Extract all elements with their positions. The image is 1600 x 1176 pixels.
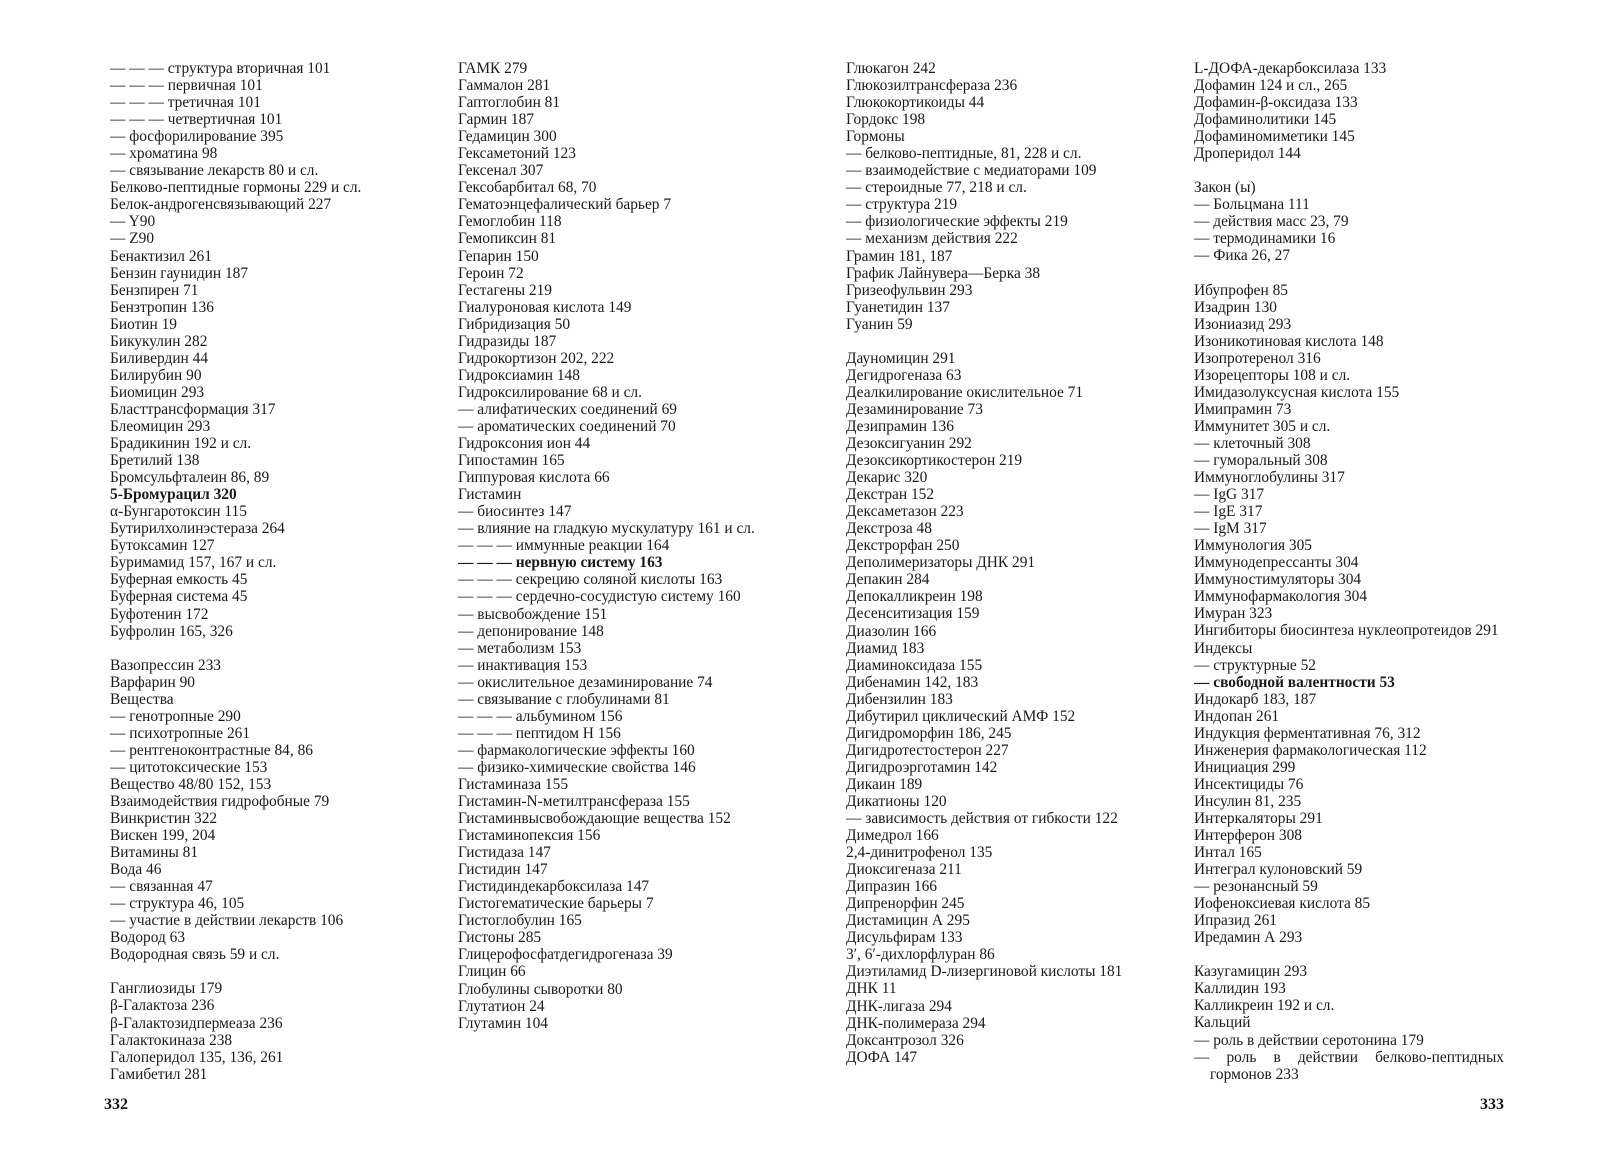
index-entry: Декстроза 48 xyxy=(846,520,932,538)
index-entry: Дипразин 166 xyxy=(846,878,937,896)
index-entry: Гемоглобин 118 xyxy=(458,213,562,231)
index-entry: Билирубин 90 xyxy=(110,366,202,384)
index-entry: — IgE 317 xyxy=(1194,503,1263,521)
index-entry: — взаимодействие с медиаторами 109 xyxy=(846,162,1097,180)
index-entry: Иммуноглобулины 317 xyxy=(1194,469,1345,487)
index-entry: Гистоглобулин 165 xyxy=(458,912,582,930)
index-entry: Гистамин-N-метилтрансфераза 155 xyxy=(458,793,690,811)
index-entry: Дегидрогеназа 63 xyxy=(846,366,962,384)
index-entry: Водород 63 xyxy=(110,929,186,947)
index-entry: Бикукулин 282 xyxy=(110,332,208,350)
index-entry: Глицин 66 xyxy=(458,963,526,981)
index-entry: — ароматических соединений 70 xyxy=(458,417,676,435)
index-entry: Дисульфирам 133 xyxy=(846,929,963,947)
index-entry: — связанная 47 xyxy=(110,878,213,896)
index-entry: Интал 165 xyxy=(1194,844,1262,862)
index-entry: — метаболизм 153 xyxy=(458,639,582,657)
index-entry: — — — сердечно-сосудистую систему 160 xyxy=(458,588,741,606)
index-entry: Гестагены 219 xyxy=(458,281,552,299)
index-entry: Гаптоглобин 81 xyxy=(458,94,561,112)
index-entry: Дезаминирование 73 xyxy=(846,400,983,418)
index-entry: — гуморальный 308 xyxy=(1194,451,1328,469)
index-entry: — IgG 317 xyxy=(1194,486,1265,504)
index-entry: Глюкагон 242 xyxy=(846,60,936,77)
index-entry: Гаммалон 281 xyxy=(458,77,551,95)
index-entry: — белково-пептидные, 81, 228 и сл. xyxy=(846,145,1082,163)
index-entry: Инсулин 81, 235 xyxy=(1194,792,1302,810)
index-entry: Гиппуровая кислота 66 xyxy=(458,469,610,487)
index-entry: Вещества xyxy=(110,690,174,708)
index-entry: Гистогематические барьеры 7 xyxy=(458,895,654,913)
index-entry: ДНК-лигаза 294 xyxy=(846,997,952,1015)
index-entry: Вискен 199, 204 xyxy=(110,827,216,845)
index-entry: Диэтиламид D-лизергиновой кислоты 181 xyxy=(846,963,1123,981)
index-column xyxy=(458,60,768,1032)
index-entry: Иммунофармакология 304 xyxy=(1194,588,1368,606)
index-entry: Гидроксилирование 68 и сл. xyxy=(458,383,642,401)
index-entry: — инактивация 153 xyxy=(458,656,588,674)
index-entry: Бутирилхолинэстераза 264 xyxy=(110,520,285,538)
index-entry: L-ДОФА-декарбоксилаза 133 xyxy=(1194,60,1387,77)
index-entry: Дофамин-β-оксидаза 133 xyxy=(1194,94,1358,112)
index-entry: α-Бунгаротоксин 115 xyxy=(110,503,247,521)
index-entry: Белково-пептидные гормоны 229 и сл. xyxy=(110,179,362,197)
index-entry: — генотропные 290 xyxy=(110,707,241,725)
index-entry: Гидрокортизон 202, 222 xyxy=(458,349,615,367)
index-entry: — высвобождение 151 xyxy=(458,605,608,623)
index-entry: Дибенамин 142, 183 xyxy=(846,673,979,691)
index-entry: Гидроксиамин 148 xyxy=(458,366,580,384)
index-entry: Белок-андрогенсвязывающий 227 xyxy=(110,196,332,214)
index-entry: Иммунитет 305 и сл. xyxy=(1194,417,1331,435)
index-entry: Винкристин 322 xyxy=(110,810,218,828)
index-entry: Ипразид 261 xyxy=(1194,912,1277,930)
index-entry: — алифатических соединений 69 xyxy=(458,400,677,418)
index-entry: Витамины 81 xyxy=(110,844,199,862)
section-gap xyxy=(846,333,1156,350)
index-entry: Гидроксония ион 44 xyxy=(458,435,591,453)
index-entry: Гистаминаза 155 xyxy=(458,775,569,793)
index-entry: Биомицин 293 xyxy=(110,383,205,401)
index-entry: Кальций xyxy=(1194,1014,1251,1032)
index-entry: Вазопрессин 233 xyxy=(110,656,221,674)
index-entry: — IgM 317 xyxy=(1194,520,1267,538)
index-entry: Вещество 48/80 152, 153 xyxy=(110,775,272,793)
index-entry: Глицерофосфатдегидрогеназа 39 xyxy=(458,946,673,964)
index-entry: Иммунодепрессанты 304 xyxy=(1194,554,1359,572)
index-entry: — хроматина 98 xyxy=(110,145,218,163)
index-entry: — депонирование 148 xyxy=(458,622,604,640)
section-gap xyxy=(110,640,455,657)
index-entry: Глутатион 24 xyxy=(458,997,545,1015)
index-entry: Гормоны xyxy=(846,128,905,146)
index-entry: Блеомицин 293 xyxy=(110,417,211,435)
index-entry: Гидразиды 187 xyxy=(458,332,557,350)
index-entry: Дезипрамин 136 xyxy=(846,417,954,435)
index-entry: Иофеноксиевая кислота 85 xyxy=(1194,895,1371,913)
index-entry: Гематоэнцефалический барьер 7 xyxy=(458,196,672,214)
index-entry: 5-Бромурацил 320 xyxy=(110,486,237,504)
index-entry: Имидазолуксусная кислота 155 xyxy=(1194,383,1400,401)
index-entry: Гармин 187 xyxy=(458,111,534,129)
index-entry: Водородная связь 59 и сл. xyxy=(110,946,280,964)
index-entry: Имуран 323 xyxy=(1194,605,1273,623)
index-entry: Интеграл кулоновский 59 xyxy=(1194,861,1363,879)
index-entry: — — — иммунные реакции 164 xyxy=(458,537,670,555)
index-entry: — окислительное дезаминирование 74 xyxy=(458,673,713,691)
index-entry: Гуанетидин 137 xyxy=(846,298,950,316)
index-entry: Интеркаляторы 291 xyxy=(1194,809,1323,827)
index-entry: Галактокиназа 238 xyxy=(110,1031,233,1049)
index-entry: — — — четвертичная 101 xyxy=(110,111,283,129)
index-entry: Дибутирил циклический АМФ 152 xyxy=(846,707,1076,725)
index-entry: Десенситизация 159 xyxy=(846,605,980,623)
index-entry: Иммунология 305 xyxy=(1194,537,1312,555)
index-entry: Дроперидол 144 xyxy=(1194,145,1301,163)
index-entry: Дигидротестостерон 227 xyxy=(846,741,1009,759)
index-entry: — — — третичная 101 xyxy=(110,94,261,112)
index-entry: Иредамин А 293 xyxy=(1194,929,1303,947)
index-entry: Каллидин 193 xyxy=(1194,980,1286,998)
index-entry: Гиалуроновая кислота 149 xyxy=(458,298,632,316)
index-entry: Изопротеренол 316 xyxy=(1194,349,1321,367)
index-entry: Имипрамин 73 xyxy=(1194,400,1292,418)
index-entry: — свободной валентности 53 xyxy=(1194,673,1395,691)
index-entry: — Y90 xyxy=(110,213,156,231)
index-entry: Диаминоксидаза 155 xyxy=(846,656,983,674)
index-entry: — биосинтез 147 xyxy=(458,503,572,521)
index-entry: — связывание лекарств 80 и сл. xyxy=(110,162,319,180)
index-entry: — механизм действия 222 xyxy=(846,230,1018,248)
index-entry: Гексобарбитал 68, 70 xyxy=(458,179,597,197)
index-entry: — участие в действии лекарств 106 xyxy=(110,912,344,930)
index-entry: Дофаминолитики 145 xyxy=(1194,111,1337,129)
section-gap xyxy=(1194,265,1504,282)
index-entry: Гистаминвысвобождающие вещества 152 xyxy=(458,810,731,828)
index-entry: Взаимодействия гидрофобные 79 xyxy=(110,792,330,810)
index-entry: — — — пептидом Н 156 xyxy=(458,724,621,742)
index-entry: Индексы xyxy=(1194,639,1253,657)
index-entry: Изадрин 130 xyxy=(1194,298,1277,316)
index-entry: Гистидиндекарбоксилаза 147 xyxy=(458,878,650,896)
index-entry: — — — первичная 101 xyxy=(110,77,263,95)
index-entry: Биливердин 44 xyxy=(110,349,209,367)
index-entry: Гексаметоний 123 xyxy=(458,145,576,163)
index-entry: График Лайнувера—Берка 38 xyxy=(846,264,1041,282)
index-entry: 2,4-динитрофенол 135 xyxy=(846,844,993,862)
index-entry: Буримамид 157, 167 и сл. xyxy=(110,554,277,572)
index-entry: — резонансный 59 xyxy=(1194,878,1318,896)
page-number: 333 xyxy=(1480,1096,1504,1113)
index-entry: Гибридизация 50 xyxy=(458,315,571,333)
index-entry: Героин 72 xyxy=(458,264,524,282)
index-entry: Глутамин 104 xyxy=(458,1014,549,1032)
index-entry: Гедамицин 300 xyxy=(458,128,557,146)
index-entry: Глюкозилтрансфераза 236 xyxy=(846,77,1018,95)
index-entry: Брадикинин 192 и сл. xyxy=(110,435,252,453)
index-entry: Гистидин 147 xyxy=(458,861,548,879)
index-entry: Изоникотиновая кислота 148 xyxy=(1194,332,1384,350)
index-entry: Дипренорфин 245 xyxy=(846,895,965,913)
index-entry: Гистоны 285 xyxy=(458,929,542,947)
index-entry: Деполимеризаторы ДНК 291 xyxy=(846,554,1036,572)
index-entry: Декарис 320 xyxy=(846,469,928,487)
index-entry: Буферная система 45 xyxy=(110,588,248,606)
index-entry: — роль в действии серотонина 179 xyxy=(1194,1031,1424,1049)
index-entry: — связывание с глобулинами 81 xyxy=(458,690,670,708)
index-entry: Биотин 19 xyxy=(110,315,178,333)
index-entry: Дофаминомиметики 145 xyxy=(1194,128,1355,146)
index-entry: Дезоксигуанин 292 xyxy=(846,434,972,452)
index-entry: Вода 46 xyxy=(110,861,162,879)
index-entry: β-Галактозидпермеаза 236 xyxy=(110,1014,283,1032)
index-entry: Бласттрансформация 317 xyxy=(110,400,276,418)
index-entry: Иммуностимуляторы 304 xyxy=(1194,571,1362,589)
index-column xyxy=(110,60,455,1083)
index-entry: — физико-химические свойства 146 xyxy=(458,758,696,776)
index-entry: — Фика 26, 27 xyxy=(1194,247,1291,265)
index-entry: Гепарин 150 xyxy=(458,247,539,265)
index-entry: — зависимость действия от гибкости 122 xyxy=(846,810,1118,828)
index-entry: Дибензилин 183 xyxy=(846,690,953,708)
index-entry: Дауномицин 291 xyxy=(846,349,956,367)
index-entry: Дикаин 189 xyxy=(846,775,923,793)
index-entry: — — — нервную систему 163 xyxy=(458,554,663,572)
index-entry: — рентгеноконтрастные 84, 86 xyxy=(110,741,313,759)
page-number: 332 xyxy=(104,1096,128,1113)
index-entry: — структура 46, 105 xyxy=(110,895,245,913)
index-entry: Индукция ферментативная 76, 312 xyxy=(1194,724,1421,742)
index-entry: Дигидроморфин 186, 245 xyxy=(846,724,1012,742)
index-entry: Дексаметазон 223 xyxy=(846,503,964,521)
section-gap xyxy=(1194,162,1504,179)
index-entry: Бенактизил 261 xyxy=(110,247,212,265)
index-entry: Инсектициды 76 xyxy=(1194,775,1304,793)
index-entry: Диоксигеназа 211 xyxy=(846,861,962,879)
index-entry: Индопан 261 xyxy=(1194,707,1280,725)
index-entry: Ингибиторы биосинтеза нуклеопротеидов 291 xyxy=(1194,622,1499,640)
index-entry: — — — структура вторичная 101 xyxy=(110,60,331,77)
index-entry: — влияние на гладкую мускулатуру 161 и сл. xyxy=(458,520,755,538)
index-entry: ДНК 11 xyxy=(846,980,897,998)
index-entry: Гордокс 198 xyxy=(846,111,926,129)
index-entry: Депакин 284 xyxy=(846,571,930,589)
index-entry: Глобулины сыворотки 80 xyxy=(458,980,623,998)
index-entry: Гризеофульвин 293 xyxy=(846,281,973,299)
index-entry: — психотропные 261 xyxy=(110,724,251,742)
index-entry: Буфролин 165, 326 xyxy=(110,622,233,640)
index-entry: Бутоксамин 127 xyxy=(110,537,215,555)
index-entry: Деалкилирование окислительное 71 xyxy=(846,383,1084,401)
index-entry: ДНК-полимераза 294 xyxy=(846,1014,986,1032)
index-entry: ДОФА 147 xyxy=(846,1048,918,1066)
index-entry: — структура 219 xyxy=(846,196,958,214)
index-entry: 3′, 6′-дихлорфлуран 86 xyxy=(846,946,995,964)
index-entry: — роль в действии белково-пептидных гормонов 233 xyxy=(1194,1048,1504,1083)
index-entry: — фармакологические эффекты 160 xyxy=(458,741,695,759)
section-gap xyxy=(110,963,455,980)
index-entry: Димедрол 166 xyxy=(846,827,939,845)
index-entry: Доксантрозол 326 xyxy=(846,1031,964,1049)
index-entry: Бензпирен 71 xyxy=(110,281,199,299)
index-entry: Дикатионы 120 xyxy=(846,792,947,810)
index-entry: Бромсульфталеин 86, 89 xyxy=(110,469,270,487)
index-entry: Декстрорфан 250 xyxy=(846,537,960,555)
index-entry: Ибупрофен 85 xyxy=(1194,281,1288,299)
index-entry: Дистамицин А 295 xyxy=(846,912,970,930)
index-entry: — — — секрецию соляной кислоты 163 xyxy=(458,571,723,589)
index-entry: Инициация 299 xyxy=(1194,758,1296,776)
index-entry: Буфотенин 172 xyxy=(110,605,209,623)
index-entry: — физиологические эффекты 219 xyxy=(846,213,1068,231)
index-entry: Грамин 181, 187 xyxy=(846,247,953,265)
index-entry: Буферная емкость 45 xyxy=(110,571,248,589)
index-entry: Депокалликреин 198 xyxy=(846,588,983,606)
index-entry: Изониазид 293 xyxy=(1194,315,1292,333)
index-entry: — клеточный 308 xyxy=(1194,434,1311,452)
index-entry: Гипостамин 165 xyxy=(458,452,565,470)
index-entry: Гистидаза 147 xyxy=(458,844,551,862)
index-entry: Гексенал 307 xyxy=(458,162,544,180)
index-entry: Инженерия фармакологическая 112 xyxy=(1194,741,1427,759)
index-entry: Гистамин xyxy=(458,486,522,504)
index-entry: — фосфорилирование 395 xyxy=(110,128,284,146)
index-column xyxy=(846,60,1156,1066)
index-entry: Калликреин 192 и сл. xyxy=(1194,997,1335,1015)
index-entry: Бретилий 138 xyxy=(110,452,200,470)
index-entry: Ганглиозиды 179 xyxy=(110,980,223,998)
index-entry: Дезоксикортикостерон 219 xyxy=(846,452,1023,470)
index-entry: — термодинамики 16 xyxy=(1194,230,1336,248)
index-entry: — Z90 xyxy=(110,230,155,248)
index-entry: Варфарин 90 xyxy=(110,673,196,691)
index-entry: Интерферон 308 xyxy=(1194,827,1302,845)
index-entry: Дофамин 124 и сл., 265 xyxy=(1194,77,1348,95)
index-entry: — действия масс 23, 79 xyxy=(1194,213,1349,231)
index-entry: Декстран 152 xyxy=(846,486,935,504)
index-entry: Казугамицин 293 xyxy=(1194,963,1308,981)
index-entry: — Больцмана 111 xyxy=(1194,196,1310,214)
index-entry: ГАМК 279 xyxy=(458,60,528,77)
index-entry: Дигидроэрготамин 142 xyxy=(846,758,998,776)
index-entry: Гемопиксин 81 xyxy=(458,230,557,248)
index-entry: Глюкокортикоиды 44 xyxy=(846,94,985,112)
index-entry: β-Галактоза 236 xyxy=(110,997,215,1015)
index-entry: Изорецепторы 108 и сл. xyxy=(1194,366,1351,384)
section-gap xyxy=(1194,946,1504,963)
index-entry: Гуанин 59 xyxy=(846,315,913,333)
index-entry: Закон (ы) xyxy=(1194,179,1256,197)
index-entry: — — — альбумином 156 xyxy=(458,707,623,725)
index-entry: — стероидные 77, 218 и сл. xyxy=(846,179,1027,197)
index-entry: Гистаминопексия 156 xyxy=(458,827,601,845)
index-entry: Бензтропин 136 xyxy=(110,298,214,316)
index-entry: Галоперидол 135, 136, 261 xyxy=(110,1048,284,1066)
index-entry: Диамид 183 xyxy=(846,639,925,657)
index-entry: Гамибетил 281 xyxy=(110,1065,208,1083)
index-entry: Диазолин 166 xyxy=(846,622,937,640)
index-entry: Индокарб 183, 187 xyxy=(1194,690,1317,708)
right-page xyxy=(800,0,1600,1176)
index-entry: — структурные 52 xyxy=(1194,656,1317,674)
index-entry: — цитотоксические 153 xyxy=(110,758,268,776)
index-column xyxy=(1194,60,1504,1083)
index-entry: Бензин гаунидин 187 xyxy=(110,264,249,282)
